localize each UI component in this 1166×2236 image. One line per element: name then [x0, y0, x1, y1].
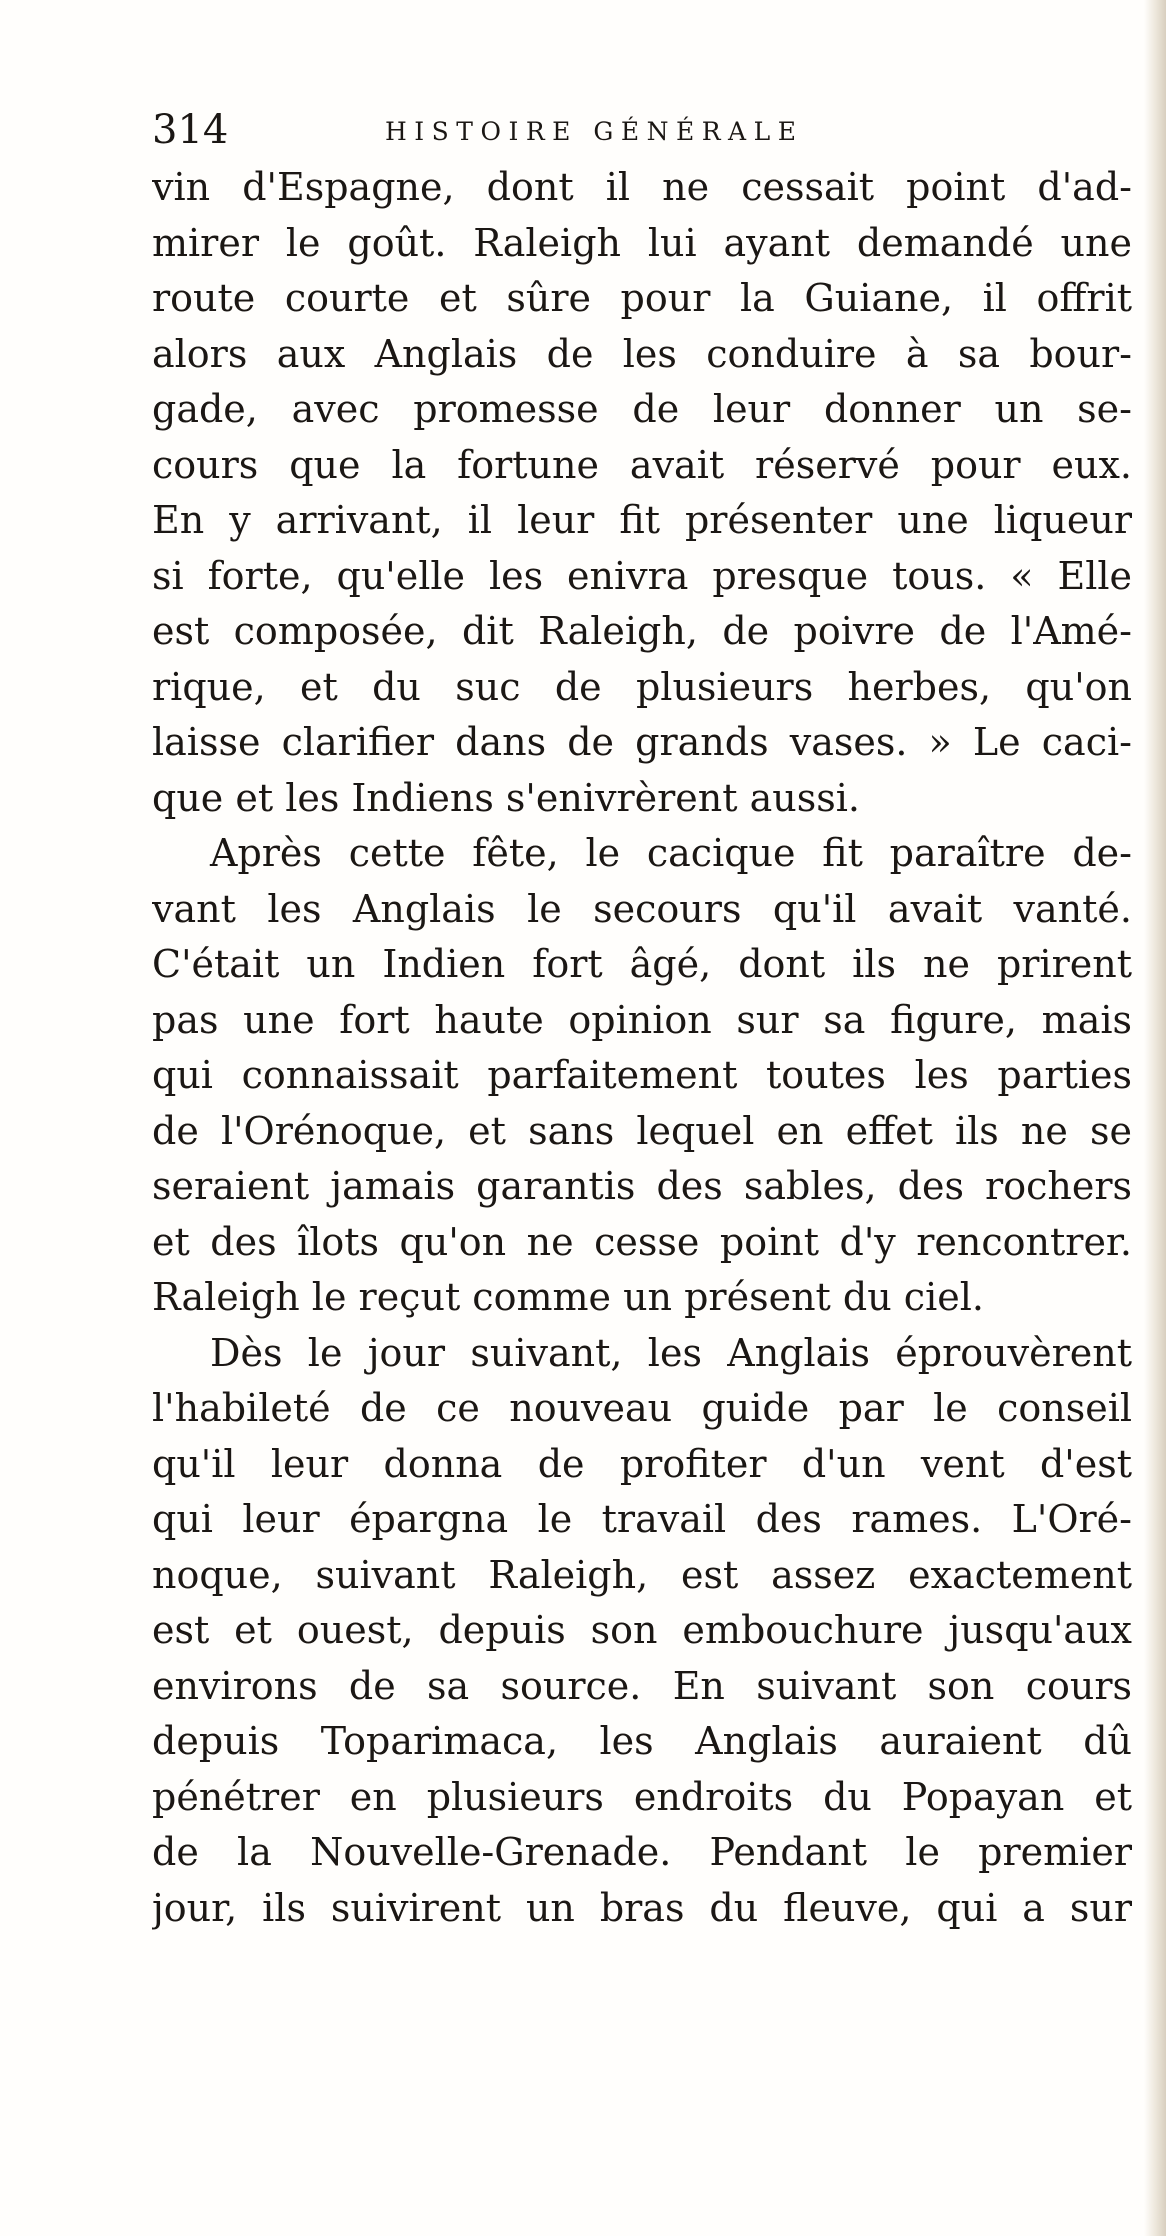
paragraph	[152, 826, 1132, 1326]
running-head-title: HISTOIRE GÉNÉRALE	[385, 117, 804, 146]
text-block	[152, 100, 1132, 1936]
text-line: depuis Toparimaca, les Anglais auraient dû	[152, 1719, 1132, 1763]
text-line: route courte et sûre pour la Guiane, il offrit	[152, 276, 1132, 320]
text-line: qu'il leur donna de profiter d'un vent d'est	[152, 1441, 1132, 1486]
text-line: Raleigh le reçut comme un présent du ciel.	[152, 1275, 984, 1319]
text-line: noque, suivant Raleigh, est assez exactement	[152, 1552, 1132, 1597]
text-line: gade, avec promesse de leur donner un se-	[152, 387, 1132, 431]
text-line: de la Nouvelle-Grenade. Pendant le premier	[152, 1830, 1132, 1874]
body-text	[152, 160, 1132, 1936]
text-line: et des îlots qu'on ne cesse point d'y rencontrer.	[152, 1219, 1132, 1264]
text-line: cours que la fortune avait réservé pour eux.	[152, 442, 1132, 487]
text-line: En y arrivant, il leur fit présenter une liqueur	[152, 498, 1132, 542]
text-line: mirer le goût. Raleigh lui ayant demandé une	[152, 220, 1132, 265]
paragraph	[152, 1326, 1132, 1937]
text-line: Après cette fête, le cacique fit paraître de-	[210, 831, 1132, 875]
text-line: de l'Orénoque, et sans lequel en effet ils ne se	[152, 1108, 1132, 1153]
text-line: jour, ils suivirent un bras du fleuve, qui a sur	[152, 1885, 1132, 1930]
text-line: qui leur épargna le travail des rames. L'Oré-	[152, 1497, 1132, 1541]
text-line: pénétrer en plusieurs endroits du Popayan et	[152, 1774, 1132, 1819]
text-line: pas une fort haute opinion sur sa figure, mais	[152, 997, 1132, 1042]
page-number: 314	[152, 107, 229, 153]
page-edge-shadow	[1144, 0, 1166, 2236]
text-line: est et ouest, depuis son embouchure jusqu'aux	[152, 1608, 1132, 1652]
text-line: environs de sa source. En suivant son cours	[152, 1663, 1132, 1708]
text-line: C'était un Indien fort âgé, dont ils ne prirent	[152, 942, 1132, 986]
text-line: que et les Indiens s'enivrèrent aussi.	[152, 775, 860, 820]
text-line: qui connaissait parfaitement toutes les parties	[152, 1053, 1132, 1097]
text-line: rique, et du suc de plusieurs herbes, qu'on	[152, 664, 1132, 709]
text-line: si forte, qu'elle les enivra presque tous. « Elle	[152, 553, 1132, 598]
text-line: l'habileté de ce nouveau guide par le conseil	[152, 1386, 1132, 1430]
text-line: alors aux Anglais de les conduire à sa bour-	[152, 331, 1132, 376]
text-line: vant les Anglais le secours qu'il avait vanté.	[152, 886, 1132, 931]
text-line: vin d'Espagne, dont il ne cessait point d'ad-	[152, 165, 1132, 209]
text-line: seraient jamais garantis des sables, des rochers	[152, 1164, 1132, 1208]
text-line: Dès le jour suivant, les Anglais éprouvèrent	[210, 1330, 1132, 1375]
paragraph	[152, 160, 1132, 826]
text-line: laisse clarifier dans de grands vases. » Le caci-	[152, 720, 1132, 764]
text-line: est composée, dit Raleigh, de poivre de l'Amé-	[152, 609, 1132, 653]
running-head	[152, 100, 1132, 160]
